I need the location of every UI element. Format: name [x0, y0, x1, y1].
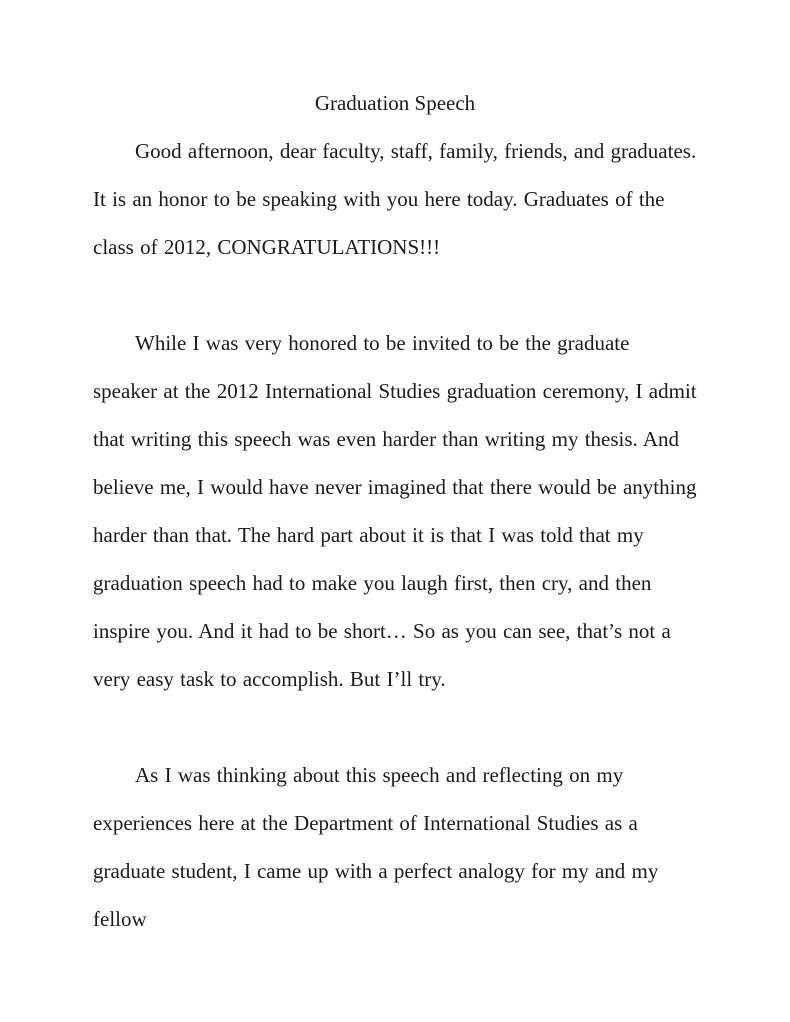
document-title: Graduation Speech	[314, 91, 476, 115]
paragraph-greeting: Good afternoon, dear faculty, staff, family, friends, and graduates. It is an honor to be speaking with you here today. Graduates of the class of 2012, CONGRATULATIONS!!!	[93, 139, 697, 259]
paragraph-analogy-intro: As I was thinking about this speech and reflecting on my experiences here at the Department of International Studies as a graduate student, I came up with a perfect analogy for my and my fellow	[93, 763, 659, 931]
paragraph-honored-speaker: While I was very honored to be invited to be the graduate speaker at the 2012 International Studies graduation ceremony, I admit that writing this speech was even harder than writing my thesis. And believe me, I would have never imagined that there would be anything harder than that. The hard part about it is that I was told that my graduation speech had to make you laugh first, then cry, and then inspire you. And it had to be short… So as you can see, that’s not a very easy task to accomplish. But I’ll try.	[93, 331, 697, 691]
